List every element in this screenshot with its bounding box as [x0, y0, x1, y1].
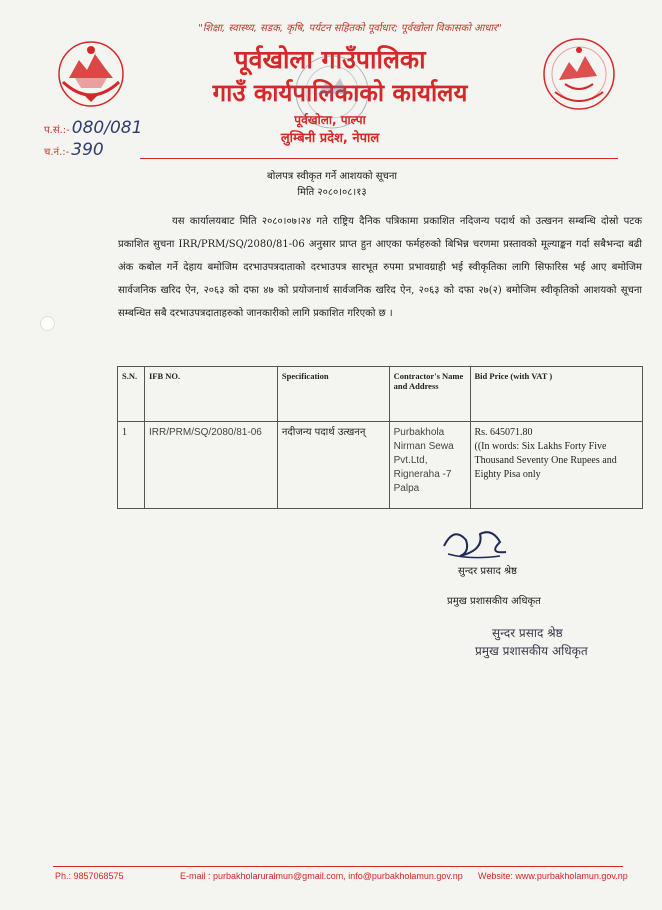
slogan: "शिक्षा, स्वास्थ्य, सडक, कृषि, पर्यटन सहितको पूर्वाधार; पूर्वखोला विकासको आधार" [198, 23, 502, 34]
nepal-government-emblem-icon [55, 38, 127, 108]
cell-specification: नदीजन्य पदार्थ उत्खनन् [277, 422, 389, 509]
location-line-1: पूर्वखोला, पाल्पा [294, 113, 366, 127]
table-row [118, 422, 643, 509]
footer-divider [53, 866, 623, 867]
municipality-seal-icon [541, 36, 617, 112]
notice-body: यस कार्यालयबाट मिति २०८०।०७।२४ गते राष्ट्रिय दैनिक पत्रिकामा प्रकाशित नदिजन्य पदार्थ को उत्खनन सम्बन्धि दोस्रो पटक प्रकाशित सुचना IRR/PRM/SQ/2080/81-06 अनुसार प्राप्त हुन आएका फर्महरुको बिभिन्न चरणमा प्रस्तावको मूल्याङ्कन गर्दा सबैभन्दा बढी अंक कबोल गर्ने देहाय बमोजिम दरभाउपत्रदाताको दरभाउपत्र सारभूत रुपमा प्रभावग्राही भई स्वीकृतिका लागि सिफारिस भई आए बमोजिम सार्वजनिक खरिद ऐन, २०६३ को दफा ४७ को प्रयोजनार्थ सार्वजनिक खरिद ऐन, २०६३ को दफा २७(२) बमोजिम स्वीकृतिको आशयको सूचना सम्बन्धित सबै दरभाउपत्रदाताहरुको जानकारीको लागि प्रकाशित गरिएको छ । [118, 216, 642, 319]
handwritten-signature [440, 522, 510, 562]
header-bid-price: Bid Price (with VAT ) [470, 367, 643, 422]
header-sn: S.N. [118, 367, 145, 422]
notice-date: मिति २०८०।०८।१३ [297, 187, 367, 198]
header-contractor: Contractor's Name and Address [389, 367, 470, 422]
cell-ifb: IRR/PRM/SQ/2080/81-06 [144, 422, 277, 509]
patra-sankhya [44, 118, 142, 138]
cell-bid-price [470, 422, 643, 509]
header-divider [140, 158, 618, 159]
bid-table [117, 366, 643, 509]
signatory-name: सुन्दर प्रसाद श्रेष्ठ [458, 566, 517, 577]
cell-contractor: Purbakhola Nirman Sewa Pvt.Ltd, Rigneraha -7 Palpa [389, 422, 470, 509]
organization-name: पूर्वखोला गाउँपालिका [234, 45, 426, 74]
table-header-row [118, 367, 643, 422]
office-name: गाउँ कार्यपालिकाको कार्यालय [212, 79, 468, 107]
location-line-2: लुम्बिनी प्रदेश, नेपाल [280, 131, 380, 146]
header-ifb: IFB NO. [144, 367, 277, 422]
chalani-value: 390 [71, 140, 104, 160]
chalani-label: च.नं.:- [44, 147, 70, 158]
stamp-name: सुन्दर प्रसाद श्रेष्ठ [492, 626, 563, 640]
notice-title: बोलपत्र स्वीकृत गर्ने आशयको सूचना [267, 171, 397, 182]
patra-label: प.सं.:- [44, 125, 70, 136]
footer-website: Website: www.purbakholamun.gov.np [478, 871, 628, 881]
footer-phone: Ph.: 9857068575 [55, 871, 124, 881]
punch-hole [40, 316, 55, 331]
chalani-number [44, 140, 104, 160]
header-specification: Specification [277, 367, 389, 422]
patra-value: 080/081 [71, 118, 143, 138]
footer-email: E-mail : purbakholaruralmun@gmail.com, info@purbakholamun.gov.np [180, 871, 463, 881]
bid-price-words: ((In words: Six Lakhs Forty Five Thousand Seventy One Rupees and Eighty Pisa only [474, 441, 617, 480]
bid-price-amount: Rs. 645071.80 [474, 427, 533, 438]
stamp-title: प्रमुख प्रशासकीय अधिकृत [475, 644, 588, 658]
signatory-title: प्रमुख प्रशासकीय अधिकृत [447, 596, 541, 607]
cell-sn: 1 [118, 422, 145, 509]
